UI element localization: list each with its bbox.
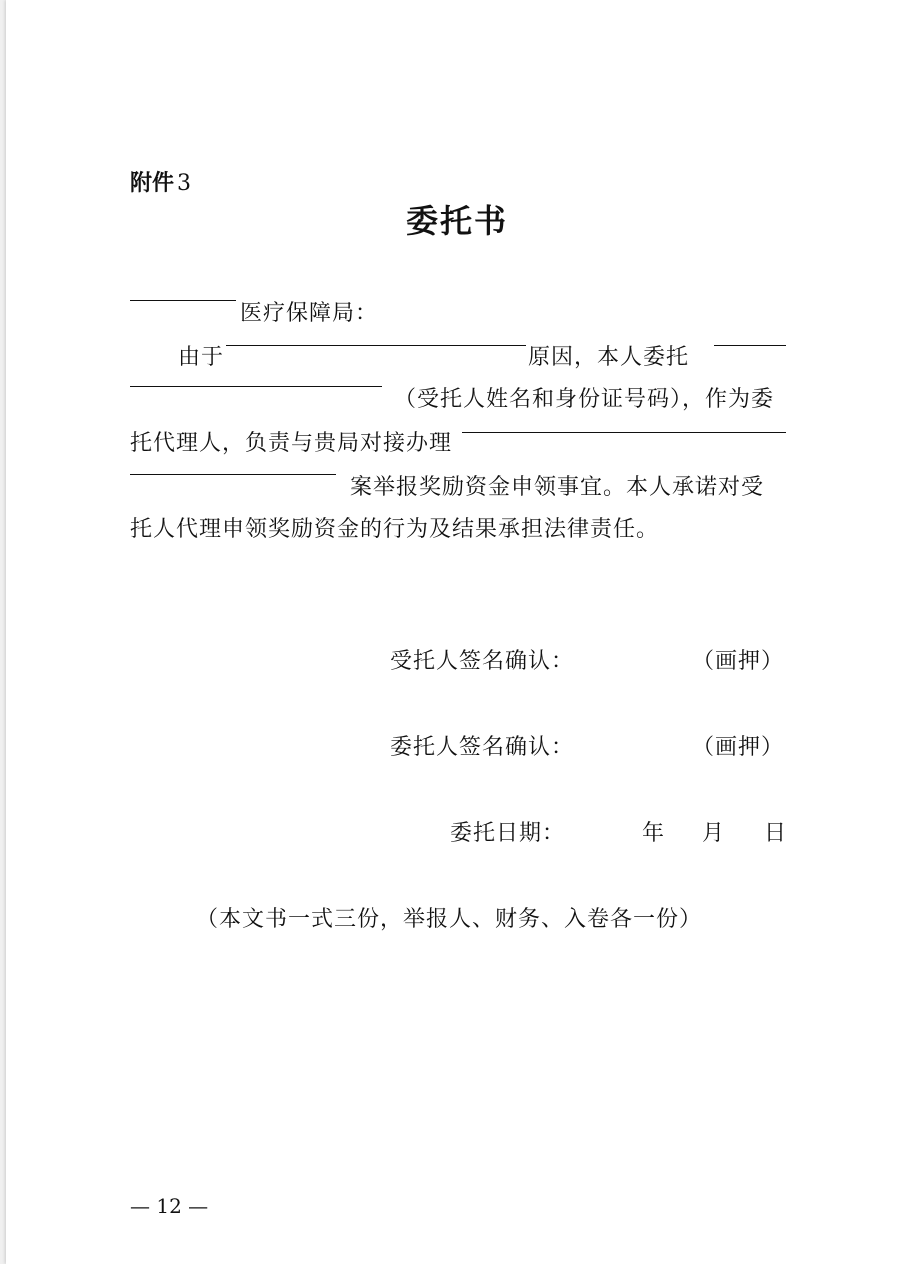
case-blank-line-a [462, 432, 786, 433]
trustee-name-blank-line-a [714, 345, 786, 346]
date-day: 日 [764, 821, 788, 846]
principal-signature-label: 委托人签名确认： [390, 735, 575, 760]
trustee-signature-label: 受托人签名确认： [390, 649, 575, 674]
addressee-text: 医疗保障局： [240, 301, 379, 326]
copies-note: （本文书一式三份，举报人、财务、入卷各一份） [196, 907, 703, 932]
trustee-fingerprint-mark: （画押） [692, 649, 785, 674]
date-month: 月 [702, 821, 726, 846]
attachment-label-text: 附件 [130, 171, 175, 196]
page-number: — 12 — [130, 1194, 209, 1218]
document-title: 委托书 [405, 202, 508, 240]
paragraph-line4: 案举报奖励资金申领事宜。本人承诺对受 [350, 475, 765, 500]
date-year: 年 [642, 821, 666, 846]
case-blank-line-b [130, 474, 336, 475]
attachment-number: 3 [177, 171, 192, 196]
paragraph-line1-middle: 原因，本人委托 [528, 345, 690, 370]
trustee-name-blank-line-b [130, 386, 382, 387]
attachment-label [130, 166, 191, 197]
paragraph-line1-prefix: 由于 [178, 345, 225, 370]
reason-blank-line [226, 345, 526, 346]
paragraph-line2: （受托人姓名和身份证号码），作为委 [394, 387, 775, 412]
date-label: 委托日期： [450, 821, 566, 846]
principal-fingerprint-mark: （画押） [692, 735, 785, 760]
paragraph-line5: 托人代理申领奖励资金的行为及结果承担法律责任。 [130, 517, 660, 542]
addressee-blank-line [130, 300, 236, 301]
paragraph-line3: 托代理人，负责与贵局对接办理 [130, 431, 453, 456]
document-page [6, 0, 908, 1264]
